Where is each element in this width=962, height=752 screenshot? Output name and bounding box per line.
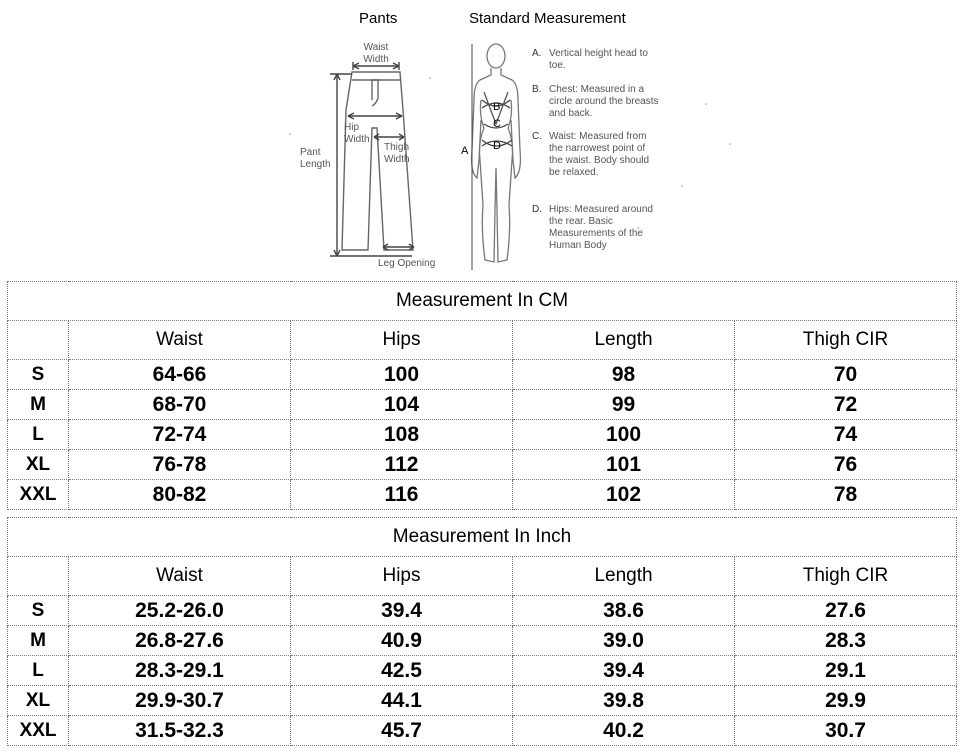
inch-table-title: Measurement In Inch	[8, 518, 957, 557]
value-cell: 98	[513, 360, 735, 390]
body-letter-b: B	[493, 101, 501, 113]
value-cell: 26.8-27.6	[69, 626, 291, 656]
size-cell: XL	[8, 450, 69, 480]
description-text: Waist: Measured from the narrowest point of the waist. Body should be relaxed.	[549, 131, 650, 178]
description-text: Hips: Measured around the rear. Basic Measurements of the Human Body	[549, 204, 653, 251]
value-cell: 101	[513, 450, 735, 480]
description-key: D.	[532, 204, 542, 215]
value-cell: 116	[291, 480, 513, 510]
table-row	[8, 450, 957, 480]
value-cell: 70	[735, 360, 957, 390]
size-cell: M	[8, 390, 69, 420]
value-cell: 68-70	[69, 390, 291, 420]
value-cell: 39.4	[291, 596, 513, 626]
header-cell: Hips	[291, 557, 513, 596]
description-text: Vertical height head to toe.	[549, 48, 648, 71]
header-cell: Waist	[69, 557, 291, 596]
speck-marks	[289, 77, 731, 229]
value-cell: 29.9-30.7	[69, 686, 291, 716]
value-cell: 27.6	[735, 596, 957, 626]
value-cell: 104	[291, 390, 513, 420]
value-cell: 64-66	[69, 360, 291, 390]
table-row	[8, 686, 957, 716]
table-row	[8, 596, 957, 626]
size-cell: M	[8, 626, 69, 656]
table-header-row	[8, 557, 957, 596]
size-cell: L	[8, 420, 69, 450]
measurement-illustration	[0, 0, 962, 278]
value-cell: 40.9	[291, 626, 513, 656]
value-cell: 76-78	[69, 450, 291, 480]
description-text: Chest: Measured in a circle around the breasts and back.	[549, 84, 659, 119]
pants-heading: Pants	[359, 10, 398, 27]
value-cell: 39.8	[513, 686, 735, 716]
header-cell: Thigh CIR	[735, 557, 957, 596]
value-cell: 29.9	[735, 686, 957, 716]
description-c	[532, 131, 659, 179]
value-cell: 44.1	[291, 686, 513, 716]
cm-size-table	[7, 281, 957, 510]
inch-size-table	[7, 517, 957, 746]
table-row	[8, 716, 957, 746]
value-cell: 100	[291, 360, 513, 390]
value-cell: 102	[513, 480, 735, 510]
leg-opening-label: Leg Opening	[378, 258, 436, 269]
hip-width-label: Hip Width	[344, 122, 370, 145]
value-cell: 25.2-26.0	[69, 596, 291, 626]
value-cell: 74	[735, 420, 957, 450]
pant-length-label: Pant Length	[300, 147, 331, 170]
thigh-width-label: Thigh Width	[384, 142, 410, 165]
table-header-row	[8, 321, 957, 360]
body-letter-d: D	[493, 140, 501, 152]
header-cell	[8, 321, 69, 360]
value-cell: 29.1	[735, 656, 957, 686]
value-cell: 39.4	[513, 656, 735, 686]
illustration-drawing	[0, 0, 962, 278]
value-cell: 28.3-29.1	[69, 656, 291, 686]
size-cell: XXL	[8, 716, 69, 746]
value-cell: 72	[735, 390, 957, 420]
table-row	[8, 626, 957, 656]
description-b	[532, 84, 659, 120]
value-cell: 38.6	[513, 596, 735, 626]
table-row	[8, 420, 957, 450]
body-diagram	[472, 44, 521, 270]
value-cell: 30.7	[735, 716, 957, 746]
header-cell	[8, 557, 69, 596]
cm-table-title: Measurement In CM	[8, 282, 957, 321]
size-cell: L	[8, 656, 69, 686]
size-cell: XL	[8, 686, 69, 716]
value-cell: 78	[735, 480, 957, 510]
value-cell: 76	[735, 450, 957, 480]
value-cell: 100	[513, 420, 735, 450]
value-cell: 45.7	[291, 716, 513, 746]
body-heading: Standard Measurement	[469, 10, 626, 27]
value-cell: 80-82	[69, 480, 291, 510]
size-cell: S	[8, 596, 69, 626]
header-cell: Length	[513, 557, 735, 596]
table-title-row	[8, 518, 957, 557]
value-cell: 28.3	[735, 626, 957, 656]
value-cell: 112	[291, 450, 513, 480]
value-cell: 72-74	[69, 420, 291, 450]
value-cell: 99	[513, 390, 735, 420]
table-row	[8, 480, 957, 510]
description-a	[532, 48, 659, 72]
description-key: C.	[532, 131, 542, 142]
header-cell: Waist	[69, 321, 291, 360]
size-cell: S	[8, 360, 69, 390]
value-cell: 39.0	[513, 626, 735, 656]
table-row	[8, 360, 957, 390]
header-cell: Thigh CIR	[735, 321, 957, 360]
size-cell: XXL	[8, 480, 69, 510]
value-cell: 42.5	[291, 656, 513, 686]
value-cell: 40.2	[513, 716, 735, 746]
body-letter-c: C	[493, 118, 501, 130]
table-row	[8, 390, 957, 420]
waist-width-label: Waist Width	[363, 42, 389, 65]
table-title-row	[8, 282, 957, 321]
header-cell: Hips	[291, 321, 513, 360]
description-key: A.	[532, 48, 542, 59]
body-letter-a: A	[461, 145, 469, 157]
value-cell: 108	[291, 420, 513, 450]
value-cell: 31.5-32.3	[69, 716, 291, 746]
description-key: B.	[532, 84, 542, 95]
table-row	[8, 656, 957, 686]
header-cell: Length	[513, 321, 735, 360]
description-d	[532, 204, 659, 252]
